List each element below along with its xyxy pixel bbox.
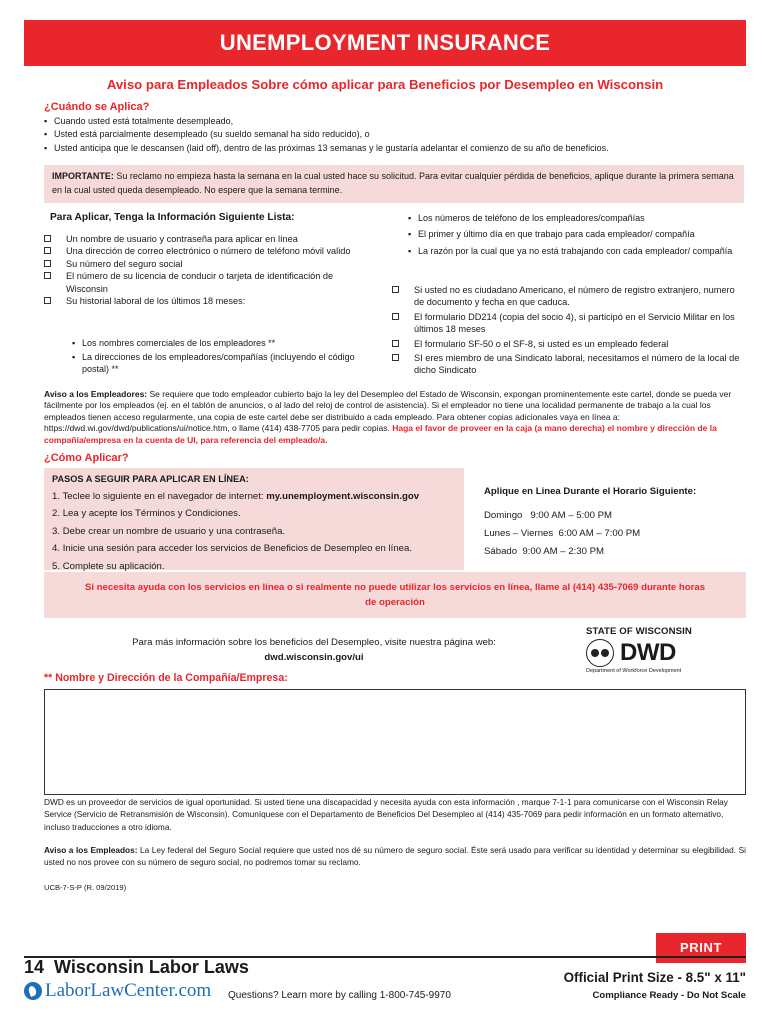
work-history-sublist-right — [408, 212, 744, 257]
checklist-item-label: El formulario SF-50 o el SF-8, si usted es un empleado federal — [414, 338, 669, 349]
dwd-mark — [586, 639, 744, 667]
checklist-item — [44, 258, 374, 270]
important-label: IMPORTANTE: — [52, 171, 114, 181]
step-number: 5. — [52, 560, 61, 572]
checklist-item-label: El número de su licencia de conducir o tarjeta de identificación de Wisconsin — [66, 271, 334, 294]
ssn-notice-text: La Ley federal del Seguro Social requiere que usted nos dé su número de seguro social. Éste será usado para verificar su identidad y determinar su elegibilidad. Si usted no nos provee con su número de seguro social, no podremos tomar su reclamo. — [44, 845, 746, 868]
eeo-notice: DWD es un proveedor de servicios de igual oportunidad. Si usted tiene una discapacidad y necesita ayuda con esta información , marque 7-1-1 para comunicarse con el Wisconsin Relay Service (Servicio de Retransmisión de Wisconsin). Comuníquese con el Departamento de Beneficios Del Desempleo al (414) 435-7069 para pedir información en un formato alternativo, incluso traducciones a otro idioma. — [44, 797, 728, 832]
ssn-notice-label: Aviso a los Empleados: — [44, 845, 138, 855]
checklist-item-label: Un nombre de usuario y contraseña para aplicar en línea — [66, 234, 298, 244]
when-list — [44, 115, 744, 155]
when-item: ▪ Cuando usted está totalmente desempleado, — [44, 115, 744, 128]
dwd-department: Department of Workforce Development — [586, 668, 682, 674]
step-text: Inicie una sesión para acceder los servicios de Beneficios de Desempleo en línea. — [62, 543, 412, 555]
checklist-item-label: Su historial laboral de los últimos 18 meses: — [66, 296, 246, 307]
step-url: my.unemployment.wisconsin.gov — [266, 491, 420, 502]
info-checklist-right — [392, 284, 746, 377]
when-item: ▪ Usted está parcialmente desempleado (su sueldo semanal ha sido reducido), o — [44, 128, 744, 141]
employer-notice-label: Aviso a los Empleadores: — [44, 389, 148, 399]
checkbox-icon — [392, 354, 399, 361]
checkbox-icon — [392, 286, 399, 293]
checklist-item-label: Si usted no es ciudadano Americano, el número de registro extranjero, numero de documento y fecha en que caduca. — [414, 285, 735, 308]
sublist-item: ▪ La direcciones de los empleadores/compañías (incluyendo el código postal) ** — [72, 351, 372, 376]
step-number: 1. — [52, 491, 61, 502]
footer-title: 14 Wisconsin Labor Laws — [24, 957, 249, 977]
info-checklist-left — [44, 233, 374, 307]
dwd-emblem-icon — [586, 639, 614, 667]
llc-globe-icon — [24, 982, 42, 1000]
ssn-notice — [44, 844, 746, 869]
step-text: Debe crear un nombre de usuario y una contraseña. — [62, 525, 286, 537]
step-row — [52, 488, 456, 505]
checklist-item-label: Su número del seguro social — [66, 258, 183, 269]
checklist-item — [392, 284, 746, 309]
page-subtitle: Aviso para Empleados Sobre cómo aplicar para Beneficios por Desempleo en Wisconsin — [106, 77, 664, 92]
more-info-text: Para más información sobre los beneficios del Desempleo, visite nuestra página web: — [132, 637, 496, 648]
form-code: UCB-7-S-P (R. 09/2019) — [44, 883, 127, 892]
more-info — [44, 635, 584, 665]
checkbox-icon — [392, 340, 399, 347]
when-item: ▪ Usted anticipa que le descansen (laid off), dentro de las próximas 13 semanas y le gustaría adelantar el comienzo de su año de beneficios. — [44, 142, 744, 155]
checkbox-icon — [392, 313, 399, 320]
sublist-item: ▪ Los números de teléfono de los empleadores/compañías — [408, 212, 744, 224]
important-notice — [44, 165, 744, 203]
hours-row: Sábado 9:00 AM – 2:30 PM — [484, 546, 605, 557]
dwd-logo — [586, 626, 744, 672]
checklist-item-label: SI eres miembro de una Sindicato laboral, necesitamos el número de la local de dicho Sindicato — [414, 353, 740, 376]
sublist-item: ▪ El primer y último día en que trabajo para cada empleador/ compañía — [408, 228, 744, 240]
checklist-item — [392, 352, 746, 377]
hours-row: Domingo 9:00 AM – 5:00 PM — [484, 510, 612, 521]
laborlawcenter-logo[interactable] — [24, 980, 211, 1002]
employer-notice-text: Se requiere que todo empleador cubierto bajo la ley del Desempleo del Estado de Wisconsin, expongan prominentemente este cartel, donde se pueda ver fácilmente por los empleados (ej. en el tablón de anuncios, o al lado del reloj de control de asistencia). Si el empleador no tiene una localidad permanente de trabajo a la cual los empleados tienen acceso regularmente, una copia de este cartel debe ser distribuido a cada empleado. Para obtener copias adicionales vaya en línea a: https://dwd.wi.gov/dwd/publications/ui/notice.htm, o llame (414) 438-7705 para pedir copias. — [44, 389, 732, 434]
more-info-url[interactable]: dwd.wisconsin.gov/ui — [264, 652, 364, 663]
checkbox-icon — [44, 247, 51, 254]
help-notice: Si necesita ayuda con los servicios en línea o si realmente no puede utilizar los servicios en línea, llame al (414) 435-7069 durante horas de operación — [44, 572, 746, 618]
work-history-sublist-left — [72, 336, 372, 376]
checkbox-icon — [44, 260, 51, 267]
employer-notice — [44, 389, 746, 446]
when-heading: ¿Cuándo se Aplica? — [44, 101, 150, 113]
footer-questions: Questions? Learn more by calling 1-800-745-9970 — [228, 990, 451, 1001]
dwd-state-label: STATE OF WISCONSIN — [586, 626, 692, 637]
checklist-item — [44, 270, 374, 295]
sublist-item: ▪ Los nombres comerciales de los empleadores ** — [72, 336, 372, 351]
steps-title: PASOS A SEGUIR PARA APLICAR EN LÍNEA: — [52, 474, 249, 484]
online-hours — [484, 486, 746, 561]
checklist-item-label: Una dirección de correo electrónico o número de teléfono móvil valido — [66, 246, 351, 257]
page-title: UNEMPLOYMENT INSURANCE — [24, 20, 746, 66]
step-number: 3. — [52, 525, 61, 537]
step-text: Teclee lo siguiente en el navegador de internet: — [62, 491, 267, 502]
llc-logo-text: LaborLawCenter.com — [45, 980, 212, 1001]
checklist-item — [44, 295, 374, 307]
employer-notice-red-text: Haga el favor de proveer en la caja (a mano derecha) el nombre y dirección de la compañía/empresa en la cuenta de UI, para referencia del empleado/a. — [44, 423, 717, 445]
checklist-item-label: El formulario DD214 (copia del socio 4), si participó en el Servicio Militar en los últimos 18 meses — [414, 311, 735, 335]
checkbox-icon — [44, 297, 51, 304]
step-number: 2. — [52, 508, 61, 520]
checkbox-icon — [44, 235, 51, 242]
company-address-field[interactable] — [44, 689, 746, 795]
checklist-item — [392, 338, 746, 350]
hours-row: Lunes – Viernes 6:00 AM – 7:00 PM — [484, 528, 641, 539]
step-text: Lea y acepte los Términos y Condiciones. — [62, 508, 241, 520]
step-row — [52, 505, 456, 522]
online-steps-box — [44, 468, 464, 570]
important-text: Su reclamo no empieza hasta la semana en la cual usted hace su solicitud. Para evitar cualquier pérdida de beneficios, aplique durante la primera semana en la cual usted queda desempleado. No espere que la semana termine. — [52, 171, 734, 195]
sublist-item: ▪ La razón por la cual que ya no está trabajando con cada empleador/ compañía — [408, 245, 744, 257]
print-button[interactable]: PRINT — [656, 933, 746, 963]
checklist-item — [44, 245, 374, 257]
checklist-item — [44, 233, 374, 245]
step-row — [52, 523, 456, 540]
step-number: 4. — [52, 543, 61, 555]
checkbox-icon — [44, 272, 51, 279]
hours-title: Aplique en Linea Durante el Horario Siguiente: — [484, 486, 697, 497]
print-size-label: Official Print Size - 8.5" x 11" — [563, 970, 746, 985]
info-list-heading: Para Aplicar, Tenga la Información Siguiente Lista: — [50, 212, 295, 223]
step-row — [52, 540, 456, 557]
how-heading: ¿Cómo Aplicar? — [44, 452, 129, 464]
dwd-letters: DWD — [620, 639, 676, 666]
step-text: Complete su aplicación. — [62, 560, 165, 572]
checklist-item — [392, 311, 746, 336]
compliance-label: Compliance Ready - Do Not Scale — [592, 990, 746, 1001]
company-heading: ** Nombre y Dirección de la Compañía/Empresa: — [44, 672, 288, 684]
